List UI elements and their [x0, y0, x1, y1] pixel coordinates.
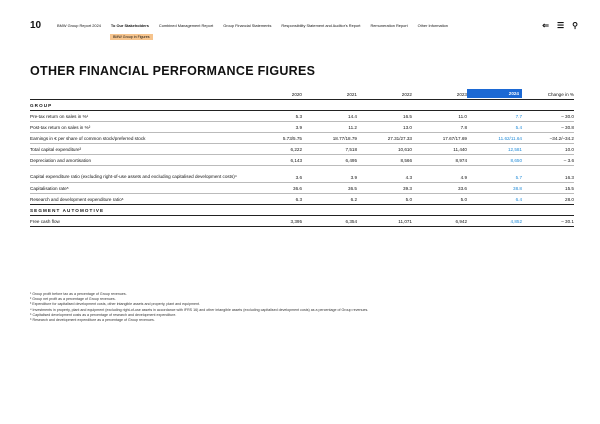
toolbar-icons [542, 22, 578, 30]
cell-2021: 3.9 [350, 175, 357, 180]
footnote: ¹ Group profit before tax as a percentage of Group revenues. [30, 292, 127, 296]
cell-change-in-: – 30.0 [561, 114, 574, 119]
cell-2022: 10,610 [397, 147, 412, 152]
cell-2020: 3.6 [295, 175, 302, 180]
table-row [30, 111, 574, 122]
menu-icon[interactable]: ☰ [556, 21, 565, 30]
section-group-label: GROUP [30, 103, 53, 108]
table-row [30, 133, 574, 144]
cell-2024: 5.4 [515, 125, 522, 130]
cell-2024: 11.62/11.64 [498, 136, 522, 141]
cell-2020: 3.9 [295, 125, 302, 130]
cell-2021: 11.2 [348, 125, 357, 130]
cell-change-in-: 10.0 [565, 147, 574, 152]
col-change: Change in % [547, 92, 574, 97]
search-icon[interactable]: ⚲ [572, 21, 578, 30]
footnote: ² Group net profit as a percentage of Group revenues. [30, 297, 116, 302]
cell-change-in-: –34.2/–34.2 [549, 136, 574, 141]
nav-responsibility[interactable]: Responsibility Statement and Auditor's Report [281, 23, 361, 28]
cell-change-in-: 16.3 [565, 175, 574, 180]
cell-2023: 17.67/17.69 [442, 136, 467, 141]
cell-2021: 6,495 [345, 158, 357, 163]
back-icon[interactable]: ⇐ [542, 21, 549, 30]
table-header [30, 89, 574, 100]
col-2020: 2020 [291, 92, 302, 97]
cell-2022: 4.3 [405, 175, 412, 180]
cell-2023: 6,942 [455, 219, 467, 224]
cell-2024: 38.8 [513, 186, 522, 191]
cell-2020: 36.6 [293, 186, 302, 191]
cell-2020: 6.3 [295, 197, 302, 202]
table-row [30, 216, 574, 227]
cell-2021: 14.4 [348, 114, 357, 119]
subtab-bmw-group-in-figures[interactable]: BMW Group in Figures [110, 34, 153, 40]
cell-2022: 27.31/27.33 [387, 136, 412, 141]
cell-2021: 7,518 [345, 147, 357, 152]
cell-2020: 5.73/5.75 [282, 136, 302, 141]
footnote: ⁶ Research and development expenditure as a percentage of Group revenues. [30, 318, 155, 323]
cell-2024: 12,581 [507, 147, 522, 152]
cell-2022: 39.3 [403, 186, 412, 191]
row-label: Capital expenditure ratio (excluding right-of-use assets and excluding capitalised development costs)⁴ [30, 174, 237, 179]
top-navigation [0, 0, 600, 44]
page-number: 10 [30, 20, 42, 31]
cell-2024: 4,852 [510, 219, 522, 224]
table-row [30, 144, 574, 155]
cell-2022: 5.0 [405, 197, 412, 202]
table-row [30, 194, 574, 205]
cell-change-in-: – 30.8 [561, 125, 574, 130]
cell-2021: 6.2 [350, 197, 357, 202]
section-automotive-label: SEGMENT AUTOMOTIVE [30, 208, 105, 213]
nav-links [57, 23, 448, 28]
cell-2023: 8,974 [455, 158, 467, 163]
cell-2021: 36.5 [348, 186, 357, 191]
cell-2023: 11,440 [453, 147, 467, 152]
row-label: Depreciation and amortisation [30, 158, 92, 163]
cell-2021: 6,354 [345, 219, 357, 224]
cell-2022: 16.5 [403, 114, 412, 119]
cell-2024: 5.7 [515, 175, 522, 180]
row-label: Capitalisation rate⁵ [30, 186, 69, 191]
table-row [30, 155, 574, 166]
cell-change-in-: 28.0 [565, 197, 574, 202]
cell-change-in-: – 30.1 [561, 219, 574, 224]
nav-financial-statements[interactable]: Group Financial Statements [223, 23, 272, 28]
col-2024: 2024 [467, 89, 522, 98]
nav-report[interactable]: BMW Group Report 2024 [57, 23, 101, 28]
row-label: Earnings in € per share of common stock/preferred stock [30, 136, 146, 141]
section-group [30, 100, 574, 111]
col-2022: 2022 [401, 92, 412, 97]
cell-change-in-: 15.5 [565, 186, 574, 191]
cell-2022: 11,071 [398, 219, 412, 224]
row-label: Pre-tax return on sales in %¹ [30, 114, 89, 119]
cell-2020: 5.3 [295, 114, 302, 119]
nav-stakeholders[interactable]: To Our Stakeholders [110, 23, 149, 28]
col-2021: 2021 [346, 92, 357, 97]
row-label: Total capital expenditure³ [30, 147, 82, 152]
row-label: Post-tax return on sales in %² [30, 125, 91, 130]
cell-2023: 7.8 [460, 125, 467, 130]
row-label: Research and development expenditure ratio⁶ [30, 197, 124, 202]
footnote: ⁵ Capitalised development costs as a percentage of research and development expenditure. [30, 312, 177, 317]
cell-2021: 18.77/18.79 [332, 136, 357, 141]
cell-2023: 33.6 [458, 186, 467, 191]
cell-2023: 11.0 [458, 114, 467, 119]
cell-2024: 6.4 [515, 197, 522, 202]
cell-2020: 6,222 [290, 147, 302, 152]
footnotes [30, 292, 368, 323]
figures-table [30, 89, 574, 227]
footnote: ⁴ Investments in property, plant and equipment (excluding right-of-use assets in accordance with IFRS 16) and other intangible assets (excluding capitalised development costs) as a percentage of Group revenues. [30, 307, 369, 312]
cell-2022: 13.0 [403, 125, 412, 130]
cell-2022: 8,566 [400, 158, 412, 163]
footnote: ³ Expenditure for capitalised development costs, other intangible assets and property, plant and equipment. [30, 302, 200, 307]
row-label: Free cash flow [30, 219, 60, 224]
nav-management-report[interactable]: Combined Management Report [158, 23, 214, 28]
cell-2020: 3,395 [290, 219, 302, 224]
section-automotive [30, 205, 574, 216]
nav-remuneration[interactable]: Remuneration Report [370, 23, 408, 28]
col-2023: 2023 [456, 92, 467, 97]
table-row [30, 183, 574, 194]
cell-2023: 5.0 [460, 197, 467, 202]
page-title: OTHER FINANCIAL PERFORMANCE FIGURES [30, 64, 316, 78]
table-row [30, 122, 574, 133]
cell-change-in-: – 3.6 [563, 158, 574, 163]
cell-2024: 7.7 [515, 114, 522, 119]
cell-2024: 8,650 [510, 158, 522, 163]
nav-other-info[interactable]: Other Information [417, 23, 448, 28]
cell-2023: 4.9 [460, 175, 467, 180]
cell-2020: 6,143 [290, 158, 302, 163]
table-row [30, 166, 574, 183]
